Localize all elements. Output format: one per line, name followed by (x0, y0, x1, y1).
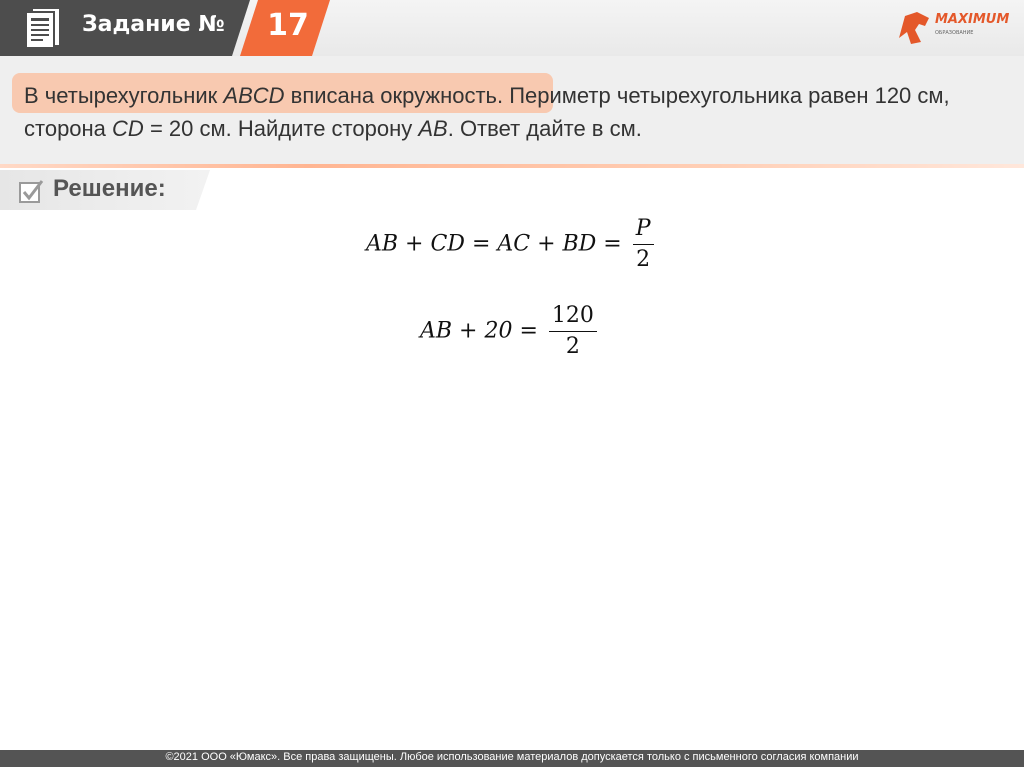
problem-text-1: В четырехугольник (24, 83, 224, 108)
task-label: Задание № (82, 12, 225, 37)
equation-2-fraction (549, 303, 597, 360)
equation-1 (366, 216, 654, 273)
equation-2 (420, 303, 597, 360)
equation-2-denominator: 2 (565, 334, 580, 359)
solution-label: Решение: (53, 175, 166, 202)
document-icon (20, 6, 66, 50)
header-bar (0, 0, 1024, 56)
lion-icon (895, 8, 933, 48)
footer-bar (0, 750, 1024, 767)
copyright-text: ©2021 ООО «Юмакс». Все права защищены. Любое использование материалов допускается только с письменного согласия компании (165, 751, 859, 763)
problem-text-4: . Ответ дайте в см. (447, 116, 642, 141)
checkbox-checked-icon (18, 178, 44, 204)
problem-abcd: ABCD (223, 83, 285, 108)
maximum-logo (895, 8, 1015, 48)
equation-1-left: AB + CD = AC + BD = (366, 231, 622, 257)
problem-divider (0, 164, 1024, 168)
equation-2-numerator: 120 (549, 303, 597, 332)
problem-text-3: = 20 см. Найдите сторону (143, 116, 419, 141)
task-number: 17 (267, 8, 309, 43)
equation-1-denominator: 2 (636, 247, 651, 272)
equation-1-numerator: P (633, 216, 654, 245)
problem-text-2: вписана окружность. Периметр четырехугольника равен 120 см, сторона (24, 83, 950, 141)
problem-ab: AB (418, 116, 448, 141)
equation-1-fraction (633, 216, 654, 273)
problem-statement (24, 79, 1004, 145)
equation-2-left: AB + 20 = (420, 318, 538, 344)
logo-text: MAXIMUM (935, 12, 1010, 27)
problem-cd: CD (112, 116, 144, 141)
logo-subtext: ОБРАЗОВАНИЕ (935, 30, 974, 36)
